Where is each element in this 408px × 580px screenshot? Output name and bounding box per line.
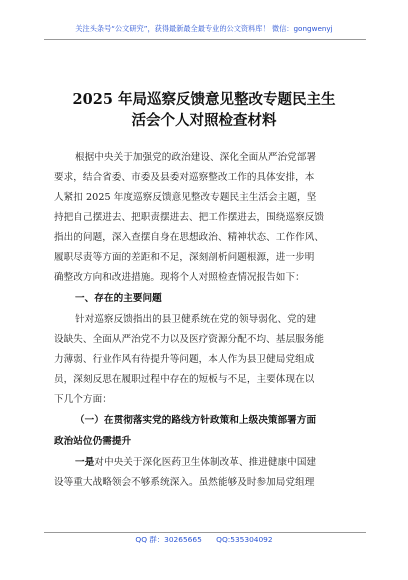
body-line: 要求，结合省委、市委及县委对巡察整改工作的具体安排，本: [54, 172, 315, 183]
body-line-text: 对中央关于深化医药卫生体制改革、推进健康中国建: [94, 457, 317, 468]
body-line: 针对巡察反馈指出的县卫健系统在党的领导弱化、党的建: [75, 314, 317, 325]
header-divider: [44, 39, 366, 40]
header-notice: 关注头条号“公文研究”，获得最新最全最专业的公文资料库！ 微信：gongwenyj: [75, 24, 333, 33]
section-heading: 一、存在的主要问题: [75, 293, 162, 304]
body-line: 人紧扣 2025 年度巡察反馈意见整改专题民主生活会主题，坚: [54, 192, 317, 203]
body-line: [75, 456, 316, 469]
body-line: 力薄弱、行业作风有待提升等问题，本人作为县卫健局党组成: [54, 354, 315, 365]
body-line: 持把自己摆进去、把职责摆进去、把工作摆进去，围绕巡察反馈: [54, 212, 325, 223]
footer-divider: [44, 532, 366, 533]
body-line: 履职尽责等方面的差距和不足，深刻剖析问题根源，进一步明: [54, 252, 315, 263]
document-title-line-1: 2025 年局巡察反馈意见整改专题民主生: [72, 91, 336, 108]
body-line: 员，深刻反思在履职过程中存在的短板与不足，主要体现在以: [54, 374, 315, 385]
document-title-line-2: 活会个人对照检查材料: [131, 112, 277, 129]
qq-number: QQ:535304092: [216, 535, 273, 544]
subsection-heading-continued: 政治站位仍需提升: [54, 436, 132, 447]
body-line: 设缺失、全面从严治党不力以及医疗资源分配不均、基层服务能: [54, 334, 325, 345]
body-line: 设等重大战略领会不够系统深入。虽然能够及时参加局党组理: [54, 477, 315, 488]
point-marker: 一是: [75, 457, 95, 468]
body-line: 下几个方面：: [54, 394, 112, 405]
body-line: 确整改方向和改进措施。现将个人对照检查情况报告如下：: [54, 272, 305, 283]
subsection-heading: （一）在贯彻落实党的路线方针政策和上级决策部署方面: [75, 415, 317, 426]
qq-group: QQ 群：30265665: [135, 535, 202, 544]
body-line: 根据中央关于加强党的政治建设、深化全面从严治党部署: [75, 152, 317, 163]
body-line: 指出的问题，深入查摆自身在思想政治、精神状态、工作作风、: [54, 232, 325, 243]
footer-contact: [0, 534, 408, 545]
